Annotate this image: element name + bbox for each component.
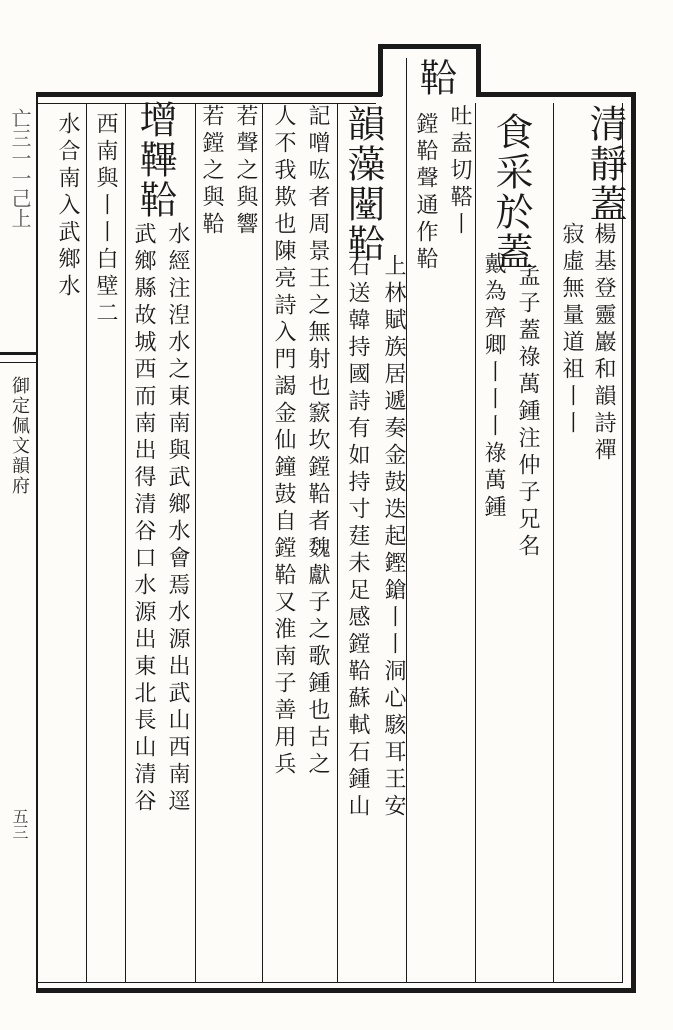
text-column — [200, 104, 222, 239]
entry-text: 武鄉縣故城西而南出得清谷口水源出東北長山清谷 — [131, 222, 156, 816]
entry-text: 鏜鞈聲通作鞈 — [413, 112, 438, 274]
left-edge-fragment: 亡三一一己上 — [8, 108, 32, 228]
column-divider — [337, 103, 338, 983]
entry-text: 楊基登靈巖和韻詩禪 — [591, 222, 616, 465]
character-heading: 鞈 — [413, 58, 457, 98]
text-column — [583, 104, 627, 224]
column-divider — [475, 103, 476, 983]
frame-right-rule — [631, 92, 636, 992]
text-column — [346, 254, 368, 821]
column-divider — [86, 103, 87, 983]
entry-heading: 增鞸鞈 — [133, 100, 177, 220]
column-divider — [262, 103, 263, 983]
entry-text: 西南與丨丨白壁二 — [93, 112, 118, 328]
frame-inner-rule-right — [622, 103, 623, 983]
margin-rule — [0, 352, 36, 355]
entry-text: 戴為齊卿丨丨丨祿萬鍾 — [481, 252, 506, 522]
entry-text: 水經注湼水之東南與武鄉水會焉水源出武山西南逕 — [165, 222, 190, 816]
text-column — [448, 104, 470, 239]
entry-text: 若鏜之與鞈 — [199, 104, 224, 239]
entry-text: 上林賦族居遞奏金鼓迭起鏗鎗丨丨洞心駭耳王安 — [381, 254, 406, 821]
entry-text: 吐盍切鞳丨 — [447, 104, 472, 239]
text-column — [56, 112, 78, 301]
entry-text: 人不我欺也陳亮詩入門謁金仙鐘鼓自鏜鞈又淮南子善用兵 — [271, 104, 296, 779]
entry-text: 孟子蓋祿萬鍾注仲子兄名 — [515, 264, 540, 561]
column-divider — [195, 103, 196, 983]
text-column — [272, 104, 294, 779]
text-column — [592, 222, 614, 465]
entry-heading: 韻藻闛鞈 — [341, 104, 385, 264]
entry-heading: 清靜蓋 — [583, 104, 627, 224]
text-column — [489, 112, 533, 272]
column-divider — [406, 58, 407, 983]
entry-text: 寂虛無量道祖丨丨 — [559, 222, 584, 438]
text-column — [516, 264, 538, 561]
frame-tab-left — [378, 44, 383, 96]
book-title: 御定佩文韻府 — [9, 376, 30, 496]
text-column — [482, 252, 504, 522]
frame-tab-right — [476, 44, 481, 96]
margin-rule — [0, 362, 36, 363]
text-column — [413, 58, 457, 98]
frame-left-rule — [36, 92, 38, 992]
text-column — [133, 100, 177, 220]
page-number: 五三 — [10, 808, 29, 840]
text-column — [341, 104, 385, 264]
frame-top-rule — [36, 92, 382, 97]
text-column — [414, 112, 436, 274]
frame-tab-top — [378, 44, 480, 49]
column-divider — [125, 103, 126, 983]
entry-text: 若聲之與響 — [233, 104, 258, 239]
frame-bottom-rule — [36, 988, 636, 993]
text-column — [132, 222, 154, 816]
text-column — [234, 104, 256, 239]
entry-text: 石送韓持國詩有如持寸莛未足感鏜鞈蘇軾石鍾山 — [345, 254, 370, 821]
entry-text: 水合南入武鄉水 — [55, 112, 80, 301]
text-column — [382, 254, 404, 821]
text-column — [306, 104, 328, 779]
entry-heading: 食采於蓋 — [489, 112, 533, 272]
frame-top-rule-right — [476, 92, 636, 97]
text-column — [94, 112, 116, 328]
entry-text: 記噌吰者周景王之無射也窾坎鏜鞈者魏獻子之歌鍾也古之 — [305, 104, 330, 779]
text-column — [166, 222, 188, 816]
text-column — [560, 222, 582, 438]
column-divider — [553, 103, 554, 983]
